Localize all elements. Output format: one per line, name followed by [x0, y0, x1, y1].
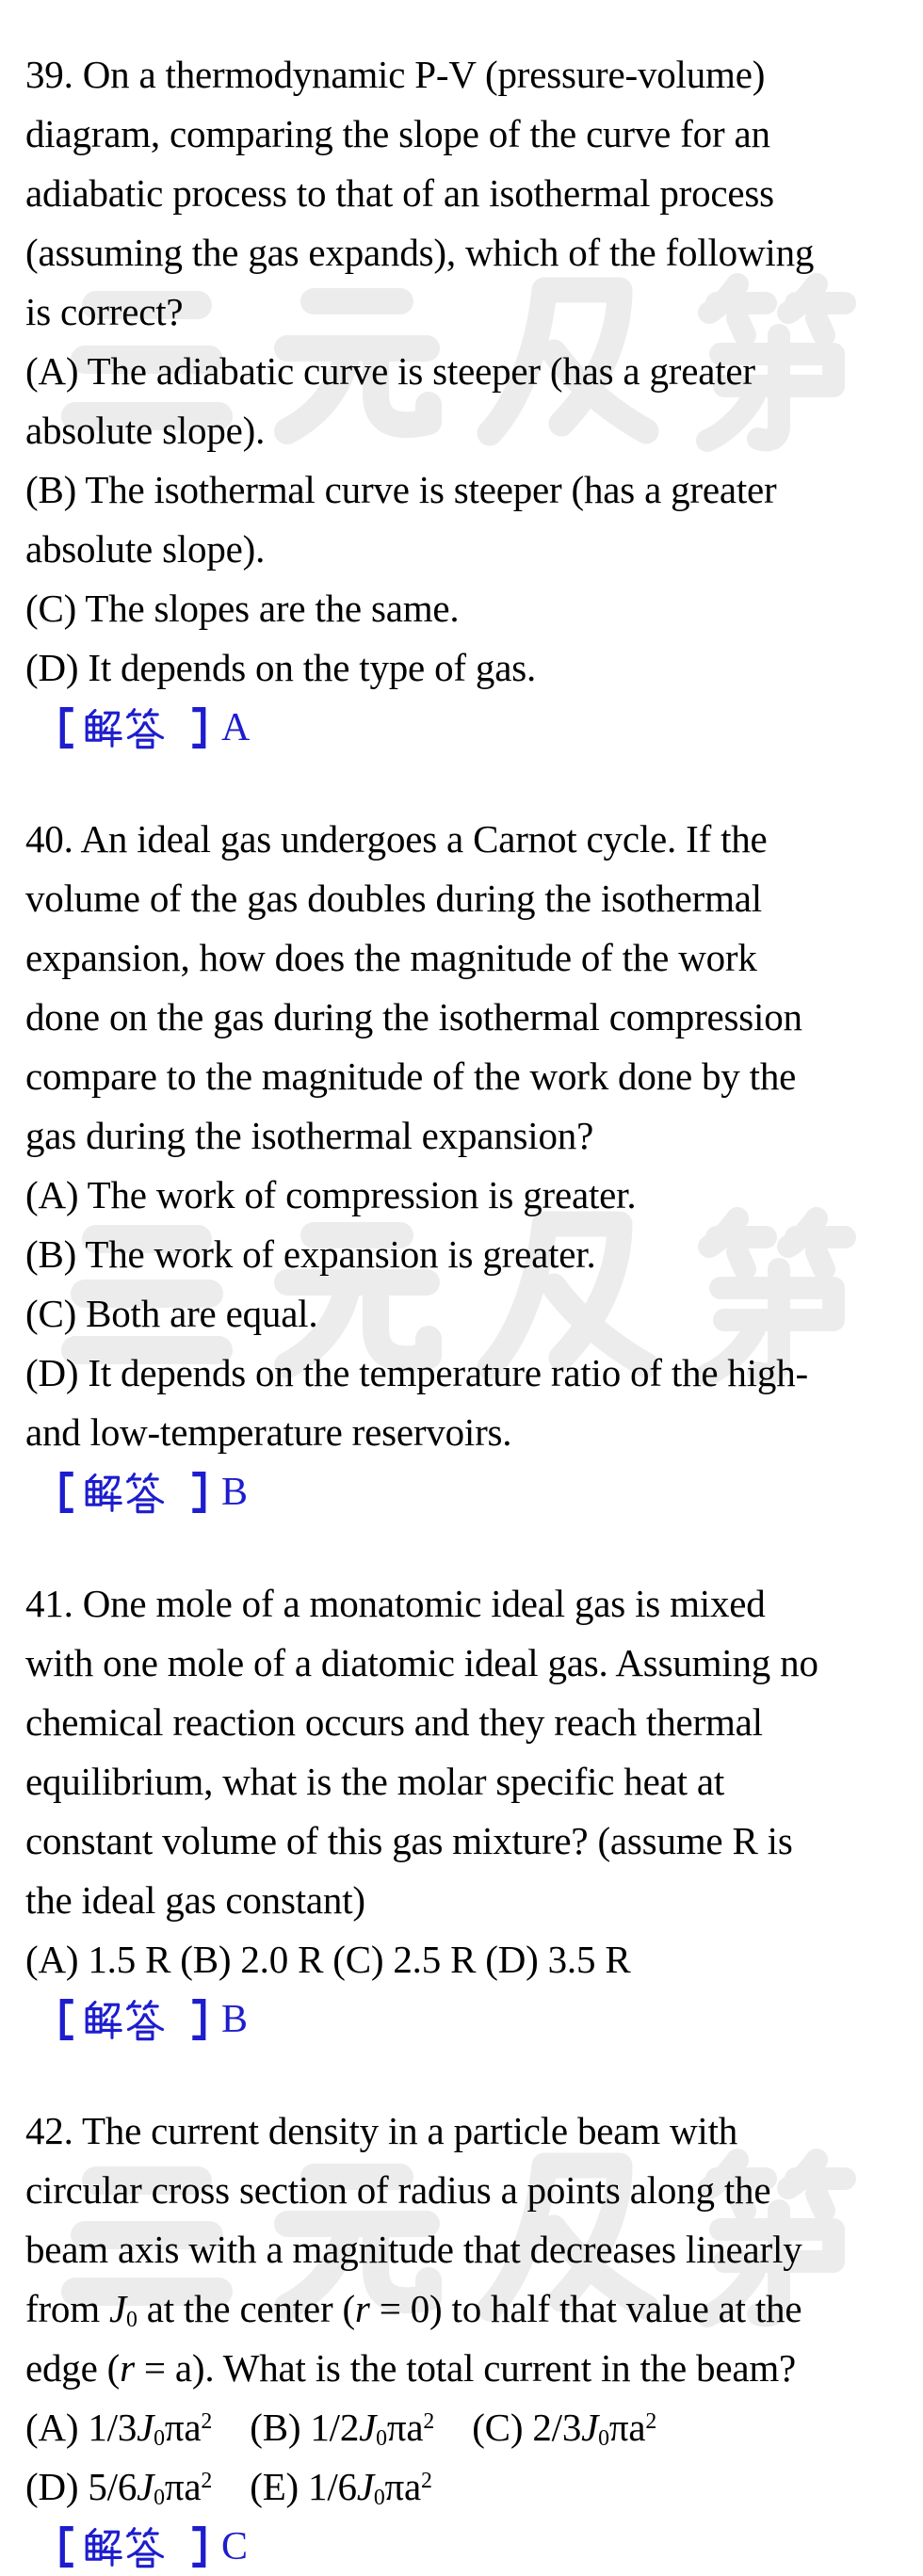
answer-row — [25, 1989, 915, 2049]
answer-letter: B — [221, 1470, 249, 1514]
answer-label-jieda-brackets — [57, 1470, 208, 1515]
answer-label-jieda-brackets — [57, 705, 208, 750]
answer-row — [25, 2517, 915, 2576]
question-line: the ideal gas constant) — [25, 1878, 365, 1922]
question-line: edge (r = a). What is the total current in the beam? — [25, 2346, 797, 2390]
answer-row — [25, 1462, 915, 1521]
answer-label-jieda-brackets — [57, 1997, 208, 2042]
option-c-line: (C) The slopes are the same. — [25, 587, 460, 630]
answer-letter: B — [221, 1997, 249, 2041]
option-b-line: (B) The work of expansion is greater. — [25, 1232, 596, 1276]
question-line: is correct? — [25, 290, 184, 333]
option-a-line: absolute slope). — [25, 409, 266, 452]
question-line: 39. On a thermodynamic P-V (pressure-volume) — [25, 53, 766, 96]
question-line: circular cross section of radius a points along the — [25, 2168, 771, 2212]
option-d-line: and low-temperature reservoirs. — [25, 1410, 512, 1454]
option-a-line: (A) The work of compression is greater. — [25, 1173, 637, 1216]
question-line: 41. One mole of a monatomic ideal gas is mixed — [25, 1582, 766, 1625]
question-line: expansion, how does the magnitude of the work — [25, 936, 757, 979]
question-line: beam axis with a magnitude that decreases linearly — [25, 2228, 802, 2271]
options-line-de: (D) $5/6J_0\pi a^2$ (E) $1/6J_0\pi a^2$ — [25, 2465, 432, 2511]
question-line: 40. An ideal gas undergoes a Carnot cycle. If the — [25, 817, 768, 861]
question-line: constant volume of this gas mixture? (assume R is — [25, 1819, 793, 1862]
option-b-line: (B) The isothermal curve is steeper (has a greater — [25, 468, 777, 511]
question-line: gas during the isothermal expansion? — [25, 1114, 594, 1157]
question-line: 42. The current density in a particle beam with — [25, 2109, 738, 2152]
question-line: equilibrium, what is the molar specific heat at — [25, 1760, 725, 1803]
question-line: done on the gas during the isothermal compression — [25, 995, 802, 1038]
question-line: volume of the gas doubles during the isothermal — [25, 877, 762, 920]
question-42 — [25, 2101, 915, 2576]
option-c-line: (C) Both are equal. — [25, 1292, 318, 1335]
options-line: (A) 1.5 R (B) 2.0 R (C) 2.5 R (D) 3.5 R — [25, 1938, 631, 1981]
question-39 — [25, 45, 915, 757]
option-a-line: (A) The adiabatic curve is steeper (has a greater — [25, 349, 755, 393]
question-line: from $J_0$ at the center (r = 0) to half that value at the — [25, 2287, 802, 2333]
option-d-line: (D) It depends on the temperature ratio of the high- — [25, 1351, 808, 1394]
question-41 — [25, 1574, 915, 2049]
answer-letter: A — [221, 705, 251, 749]
answer-row — [25, 698, 915, 757]
question-line: compare to the magnitude of the work done by the — [25, 1055, 797, 1098]
question-line: diagram, comparing the slope of the curve for an — [25, 112, 770, 155]
options-line-abc: (A) $1/3J_0\pi a^2$ (B) $1/2J_0\pi a^2$ (C) $2/3J_0\pi a^2$ — [25, 2406, 657, 2452]
answer-letter: C — [221, 2524, 249, 2568]
answer-label-jieda-brackets — [57, 2524, 208, 2569]
option-d-line: (D) It depends on the type of gas. — [25, 646, 536, 689]
question-line: adiabatic process to that of an isothermal process — [25, 171, 774, 215]
question-line: (assuming the gas expands), which of the following — [25, 231, 815, 274]
question-40 — [25, 810, 915, 1521]
question-line: chemical reaction occurs and they reach thermal — [25, 1700, 763, 1744]
option-b-line: absolute slope). — [25, 527, 266, 571]
question-line: with one mole of a diatomic ideal gas. Assuming no — [25, 1641, 818, 1684]
